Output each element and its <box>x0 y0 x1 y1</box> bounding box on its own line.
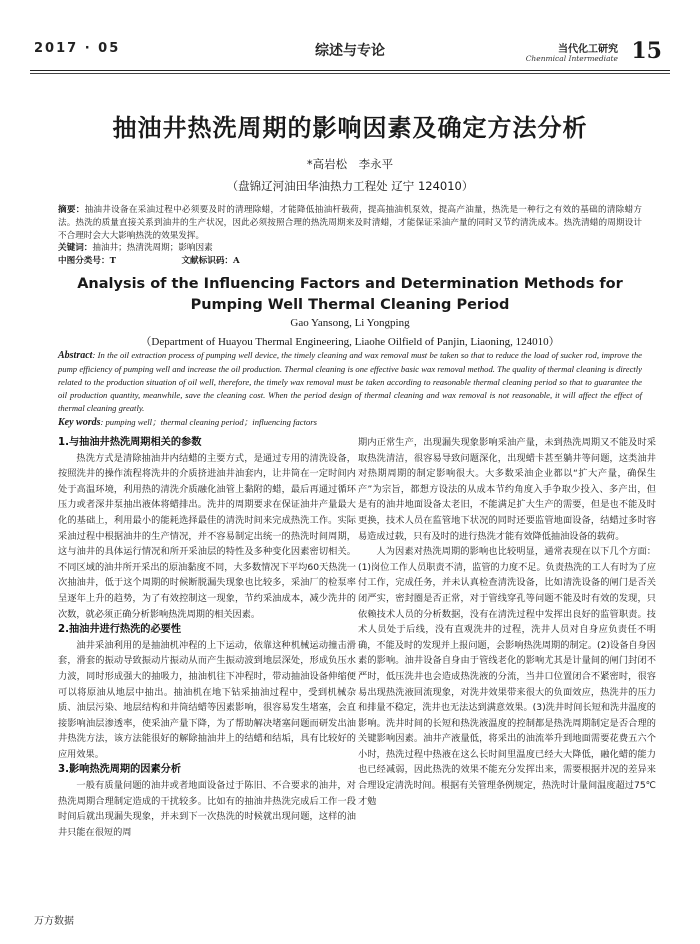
header-rule <box>30 70 670 71</box>
authors-cn: *高岩松 李永平 <box>306 157 394 171</box>
right-paragraph-2: 人为因素对热洗周期的影响也比较明显，通常表现在以下几个方面：(1)岗位工作人员职责不清，监管的力度不足。负责热洗的工人有时为了应付工作，完成任务，并未认真检查清洗设备，比如清洗设备的闸门是否关闭严实，密封圈是否正常，对于管线穿孔等问题不能及时有效的发现，只依赖技术人员的分析数据，没有在清洗过程中发挥出良好的监管职责。技术人员处于后线，没有直观洗井的过程，洗井人员对自身应负责任不明确，不能及时的发现并上报问题，会影响热洗周期的制定。(2)设备自身因素的影响。油井设备自身由于管线老化的影响尤其是计量间的闸门封闭不严时，低压洗井也会造成热洗液的分流，当井口位置闭合不紧密时，很容易出现热洗液回流现象，对洗井效果带来很大的负面效应，热洗井的压力和排量不稳定，洗井也无法达到满意效果。(3)洗井时间长短和洗井温度的影响。洗井时间的长短和热洗液温度的控制都是热洗周期制定是否合理的关键影响因素。油井产液量低，将采出的油流举升到地面需要花费五六个小时，热洗过程中热液在这么长时间里温度已经大大降低，融化蜡的能力也已经减弱，因此热洗的效果不能充分发挥出来，需要根据并况的差异来合理设定清洗时间。根据有关管理条例规定，热洗时计量间温度超过75℃才勉 <box>358 546 656 807</box>
section-3-heading: 3.影响热洗周期的因素分析 <box>58 764 182 776</box>
authors-en: Gao Yansong, Li Yongping <box>290 317 410 329</box>
section-2-heading: 2.抽油井进行热洗的必要性 <box>58 624 182 636</box>
abstract-en-text: : In the oil extraction process of pumping well device, the timely cleaning and wax removal must be taken so that to reduce the load of sucker rod, improve the pump efficiency of pumping well and increase the oil production. Thermal cleaning is one effective basic wax removal method. The quality of thermal cleaning is directly related to the production situation of oil well, therefore, the timely wax removal must be taken according to reasonable thermal cleaning period so that to guarantee the oil production quantity, meanwhile, save the cleaning cost. When the period design of thermal cleaning and wax removal is not reasonable, it will affect the effect of thermal cleaning greatly. <box>58 350 642 413</box>
doc-code: A <box>233 256 240 267</box>
section-1-paragraph: 热洗方式是清除抽油井内结蜡的主要方式，是通过专用的清洗设备，按照洗井的操作流程将洗井的介质挤进油井油套内，让井筒在一定时间内处于高温环境，利用热的清洗介质融化油管上黏附的蜡，最后再通过循环压力或者深井泵抽出液体将蜡排出。洗井的周期要求在保证油井产量最大化的基础上，利用最小的能耗选择最佳的清洗时间来完成热洗工作。实际采油过程中根据油井的生产情况，并不容易制定出统一的热洗时间周期，这与油井的具体运行情况和所开采油层的特性及多种变化因素密切相关。不同区域的油井所开采出的原油黏度不同，大多数情况下平均60天热洗一次抽油井，低于这个周期的时候断脱漏失现象也比较多，采油厂的检泵率呈逐年上升的趋势，为了有效控制这一现象，节约采油成本，减少洗井的次数，就必须正确分析影响热洗周期的相关因素。 <box>58 452 356 620</box>
issue-label: 2017 · 05 <box>34 41 121 56</box>
journal-name-cn: 当代化工研究 <box>558 44 618 55</box>
section-title: 综述与专论 <box>315 43 385 59</box>
affiliation-cn: （盘锦辽河油田华油热力工程处 辽宁 124010） <box>226 179 474 193</box>
paper-title-en: Analysis of the Influencing Factors and Determination Methods for Pumping Well Thermal Cleaning Period <box>77 276 623 313</box>
header-rule-thin <box>30 73 670 74</box>
keywords-en: : pumping well；thermal cleaning period；influencing factors <box>100 417 317 427</box>
abstract-cn-label: 摘要： <box>58 205 85 215</box>
classification-code: T <box>109 256 116 267</box>
keywords-en-label: Key words <box>58 417 101 428</box>
section-3-paragraph: 一般有质量问题的油井或者地面设备过于陈旧、不合要求的油井，对热洗周期合理制定造成的干扰较多。比如有的抽油井热洗完成后工作一段时间后就出现漏失现象，并未到下一次热洗的时候就出现问题，这样的油井只能在很短的周 <box>58 780 356 838</box>
right-paragraph-1: 期内正常生产，出现漏失现象影响采油产量，未到热洗周期又不能及时采取热洗清洁，很容易导致问题深化，出现蜡卡甚至躺井等问题，这类油井对热期周期的制定影响很大。大多数采油企业都以“扩大产量，确保生产”为宗旨，都想方设法的从成本节约角度入手争取少投入、多产出，但是有的油井地面设备太老旧，不能满足扩大生产的需要，但是也不能及时更换，技术人员在监管地下状况的同时还要监管地面设备，结蜡过多时容易造成过载，只有及时的进行热洗才能有效降低抽油设备的载荷。 <box>358 437 656 542</box>
doc-code-label: 文献标识码： <box>181 256 234 267</box>
body-column-left <box>58 435 356 840</box>
abstract-cn-text: 抽油井设备在采油过程中必须要及时的清理除蜡，才能降低抽油杆载荷，提高抽油机泵效，提高产油量，热洗是一种行之有效的基础的清除蜡方法。热洗的质量直接关系到油井的生产状况，因此必须按照合理的热洗周期来及时清蜡，才能保证采油产量的同时又节约清洗成本。热洗清蜡的周期设计不合理时会大大影响热洗的效果发挥。 <box>58 205 642 241</box>
classification-label: 中图分类号： <box>58 256 110 267</box>
keywords-cn-label: 关键词： <box>58 243 93 254</box>
abstract-cn <box>58 204 642 268</box>
abstract-en <box>58 349 642 415</box>
section-2-paragraph: 油井采油利用的是抽油机冲程的上下运动，依靠这种机械运动撞击滑套，滑套的振动导致振动片振动从而产生振动波到地层深处，形成负压水力波，同时形成强大的抽吸力，抽油机往下冲程时，带动抽油设备伸缩便可以将原油从地层中抽出。抽油机在地下钻采抽油过程中，受到机械杂质、油层污染、地层结构和井筒结蜡等因素影响，很容易发生堵塞，会直接影响油层渗透率，使采油产量下降，为了帮助解决堵塞问题而研发出油井热洗方法，该方法能很好的解除抽油井上的结蜡和结垢，具有比较好的应用效果。 <box>58 639 356 760</box>
keywords-en-line <box>58 416 642 428</box>
affiliation-en: （Department of Huayou Thermal Engineering, Liaohe Oilfield of Panjin, Liaoning, 124010） <box>140 336 560 348</box>
footer-watermark: 万方数据 <box>34 916 74 927</box>
body-column-right <box>358 435 656 809</box>
paper-title-cn: 抽油井热洗周期的影响因素及确定方法分析 <box>112 114 588 142</box>
journal-name-en: Chenmical Intermediate <box>525 54 618 63</box>
page-number: 15 <box>631 38 662 64</box>
section-1-heading: 1.与抽油井热洗周期相关的参数 <box>58 437 202 448</box>
keywords-cn: 抽油井；热清洗周期；影响因素 <box>92 243 213 254</box>
abstract-en-label: Abstract <box>58 350 93 361</box>
